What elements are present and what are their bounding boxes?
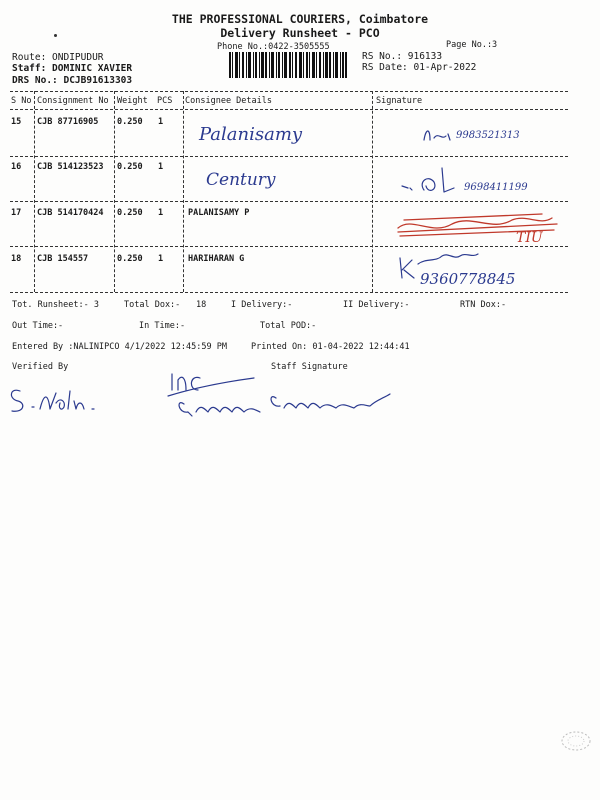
svg-text:TIU: TIU [516,230,543,246]
rtn-dox: RTN Dox:- [460,300,507,310]
row-consignment: CJB 154557 [37,254,89,264]
svg-text:Palanisamy: Palanisamy [199,124,303,145]
entered-by: Entered By :NALINIPCO 4/1/2022 12:45:59 PM [12,342,227,352]
column-divider [114,91,115,292]
total-dox-label: Total Dox:- [124,300,181,310]
page-number: Page No.:3 [446,40,498,50]
handwritten-signature [396,248,571,290]
row-sno: 18 [11,254,22,264]
row-sno: 17 [11,208,22,218]
col-header-pcs: PCS [157,96,173,106]
table-bottom-rule [10,292,568,293]
row-weight: 0.250 [117,162,143,172]
out-time: Out Time:- [12,321,64,331]
row-weight: 0.250 [117,117,143,127]
handwritten-signature [398,160,573,200]
stamp-smudge [558,728,594,754]
company-name: THE PROFESSIONAL COURIERS, Coimbatore [171,12,429,26]
handwritten-consignee [200,163,310,195]
row-sno: 15 [11,117,22,127]
row-consignee: HARIHARAN G [188,254,245,264]
drs-number: DRS No.: DCJB91613303 [12,75,133,86]
verified-by-label: Verified By [12,362,69,372]
column-divider [372,91,373,292]
row-divider [10,201,568,202]
row-pcs: 1 [158,117,164,127]
col-header-signature: Signature [376,96,423,106]
col-header-weight: Weight [117,96,148,106]
table-top-rule [10,91,568,92]
i-delivery: I Delivery:- [231,300,293,310]
row-consignment: CJB 87716905 [37,117,99,127]
total-runsheet: Tot. Runsheet:- 3 [12,300,99,310]
row-pcs: 1 [158,254,164,264]
row-weight: 0.250 [117,208,143,218]
ii-delivery: II Delivery:- [343,300,410,310]
rs-number: RS No.: 916133 [362,51,443,62]
printed-on: Printed On: 01-04-2022 12:44:41 [251,342,410,352]
route: Route: ONDIPUDUR [12,52,104,63]
total-pod: Total POD:- [260,321,317,331]
svg-text:9698411199: 9698411199 [464,182,528,193]
column-divider [183,91,184,292]
col-header-consignment: Consignment No [37,96,109,106]
row-pcs: 1 [158,162,164,172]
staff-name: Staff: DOMINIC XAVIER [12,63,133,74]
col-header-sno: S No [11,96,32,106]
row-consignment: CJB 514123523 [37,162,104,172]
rs-date: RS Date: 01-Apr-2022 [362,62,477,73]
handwritten-consignee [195,118,305,150]
staff-signature-label: Staff Signature [271,362,348,372]
row-divider [10,246,568,247]
staff-signature-image [164,368,404,424]
handwritten-signature [392,206,570,246]
in-time: In Time:- [139,321,186,331]
column-divider [34,91,35,292]
col-header-consignee: Consignee Details [185,96,272,106]
handwritten-signature [420,122,570,150]
row-divider [10,156,568,157]
row-weight: 0.250 [117,254,143,264]
svg-text:Century: Century [206,170,276,190]
phone-number: Phone No.:0422-3505555 [217,42,330,52]
verifier-signature-image [4,383,134,417]
svg-text:9983521313: 9983521313 [456,130,520,141]
row-sno: 16 [11,162,22,172]
row-consignee: PALANISAMY P [188,208,250,218]
svg-text:9360778845: 9360778845 [420,270,516,288]
barcode-image [229,52,347,78]
total-dox-value: 18 [196,300,207,310]
header-bottom-rule [10,109,568,110]
document-title: Delivery Runsheet - PCO [220,26,380,40]
row-consignment: CJB 514170424 [37,208,104,218]
row-pcs: 1 [158,208,164,218]
